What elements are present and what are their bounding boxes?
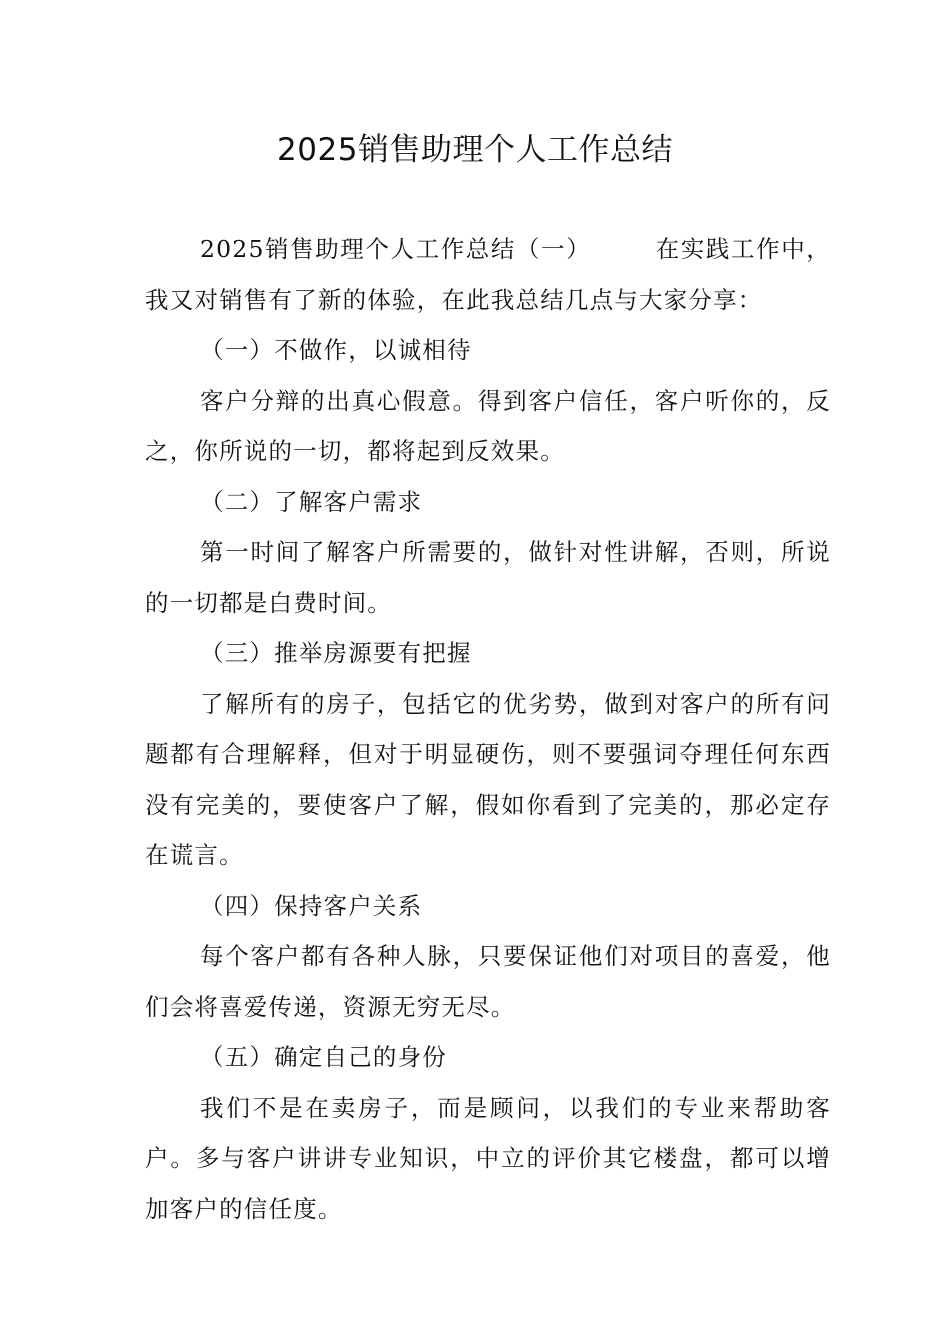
- document-title: 2025销售助理个人工作总结: [277, 132, 673, 168]
- intro-paragraph: [145, 224, 831, 325]
- section-heading-1: （一）不做作，以诚相待: [200, 336, 472, 364]
- section-heading-3: （三）推举房源要有把握: [200, 639, 472, 667]
- section-text-3: 了解所有的房子，包括它的优劣势，做到对客户的所有问题都有合理解释，但对于明显硬伤，则不要强词夺理任何东西没有完美的，要使客户了解，假如你看到了完美的，那必定存在谎言。: [145, 689, 831, 869]
- section-text-1: 客户分辩的出真心假意。得到客户信任，客户听你的，反之，你所说的一切，都将起到反效果。: [145, 386, 831, 465]
- section-text-2: 第一时间了解客户所需要的，做针对性讲解，否则，所说的一切都是白费时间。: [145, 538, 831, 617]
- section-text-4: 每个客户都有各种人脉，只要保证他们对项目的喜爱，他们会将喜爱传递，资源无穷无尽。: [145, 942, 831, 1021]
- section-heading-5: （五）确定自己的身份: [200, 1043, 447, 1071]
- document-body: [145, 224, 831, 1234]
- section-text-5: 我们不是在卖房子，而是顾问，以我们的专业来帮助客户。多与客户讲讲专业知识，中立的评价其它楼盘，都可以增加客户的信任度。: [145, 1093, 831, 1223]
- section-heading-4: （四）保持客户关系: [200, 891, 423, 920]
- intro-subtitle: 2025销售助理个人工作总结（一）: [200, 235, 592, 263]
- intro-text: 在实践工作中，我又对销售有了新的体验，在此我总结几点与大家分享：: [145, 235, 831, 314]
- section-heading-2: （二）了解客户需求: [200, 487, 423, 516]
